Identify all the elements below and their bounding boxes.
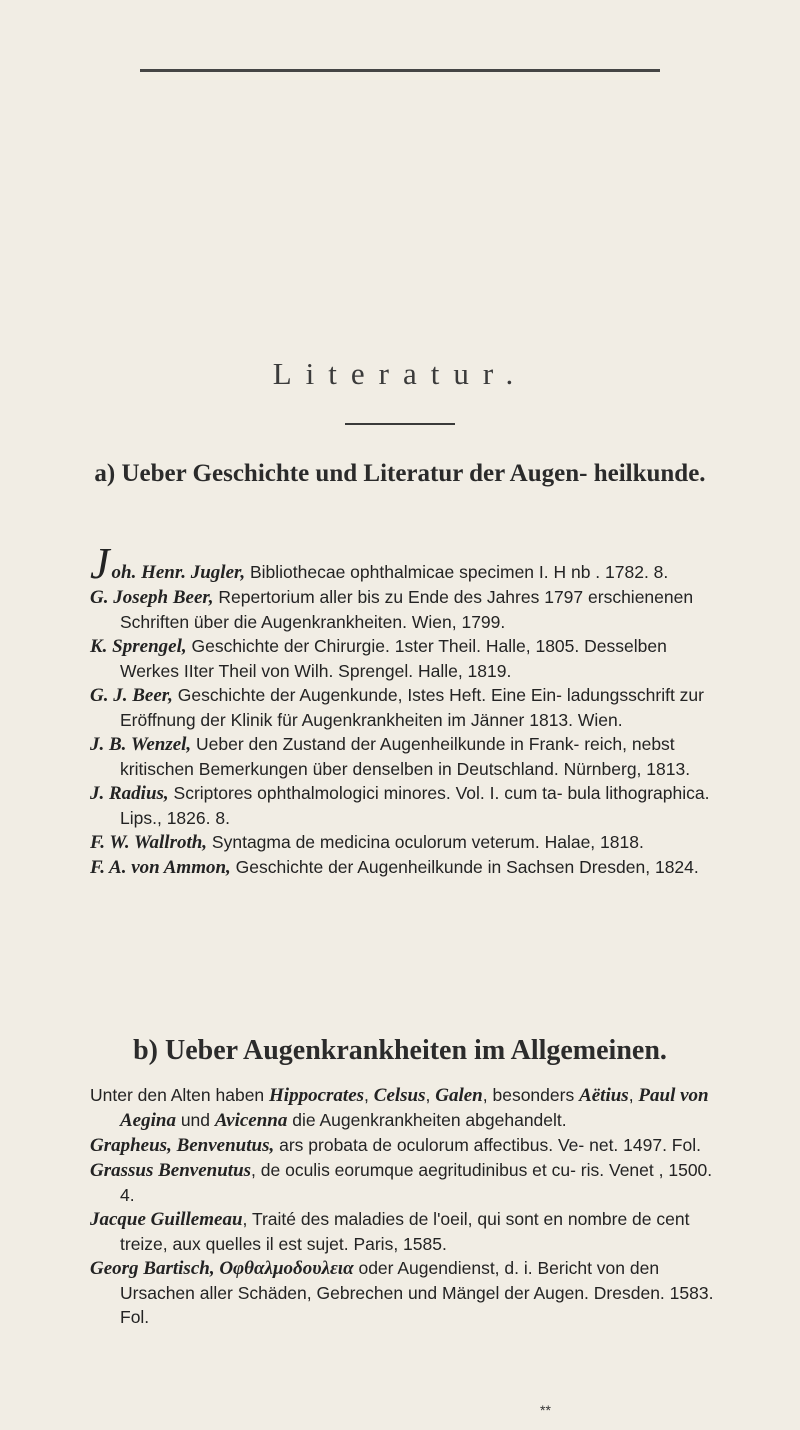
entry-text: und <box>175 1110 215 1130</box>
entry-author: J. B. Wenzel, <box>90 734 192 755</box>
section-b-heading: b) Ueber Augenkrankheiten im Allgemeinen. <box>133 1035 667 1066</box>
entry-author: F. W. Wallroth, <box>90 832 208 853</box>
bibliography-entry <box>90 855 730 880</box>
bibliography-entry <box>90 830 730 855</box>
bibliography-entry <box>90 1158 730 1207</box>
entry-author: Celsus <box>373 1085 426 1106</box>
bibliography-entry <box>90 1207 730 1256</box>
entry-text: Geschichte der Chirurgie. 1ster Theil. Halle, 1805. Desselben Werkes IIter Theil von Wilh. Sprengel. Halle, 1819. <box>120 636 667 681</box>
entry-author: Georg Bartisch, Οφθαλμοδουλεια <box>90 1258 354 1279</box>
entry-text: , <box>425 1085 436 1105</box>
entry-author: Aëtius <box>579 1085 629 1106</box>
bibliography-entry <box>90 634 730 683</box>
bibliography-entry <box>90 683 730 732</box>
entry-text: Repertorium aller bis zu Ende des Jahres 1797 erschienenen Schriften über die Augenkrankheiten. Wien, 1799. <box>120 587 694 632</box>
entry-author: G. Joseph Beer, <box>90 587 214 608</box>
entry-text: Bibliothecae ophthalmicae specimen I. H nb . 1782. 8. <box>245 562 669 582</box>
bibliography-entry <box>90 781 730 830</box>
entry-text: Ueber den Zustand der Augenheilkunde in Frank- reich, nebst kritischen Bemerkungen über denselben in Deutschland. Nürnberg, 1813. <box>120 734 691 779</box>
bibliography-entry <box>90 1083 730 1133</box>
entry-author: F. A. von Ammon, <box>90 857 231 878</box>
bibliography-entry <box>90 1133 730 1158</box>
entry-text: oder Augendienst, d. i. Bericht von den Ursachen aller Schäden, Gebrechen und Mängel der Augen. Dresden. 1583. Fol. <box>120 1258 714 1327</box>
entry-text: Unter den Alten haben <box>90 1085 270 1105</box>
entry-text: , Traité des maladies de l'oeil, qui sont en nombre de cent treize, aux quelles il est sujet. Paris, 1585. <box>120 1209 690 1254</box>
entry-text: , <box>364 1085 374 1105</box>
entry-author: Paul von Aegina <box>120 1085 709 1131</box>
entry-text: ars probata de oculorum affectibus. Ve- net. 1497. Fol. <box>274 1135 701 1155</box>
entry-author: J. Radius, <box>90 783 169 804</box>
bibliography-entry <box>90 732 730 781</box>
entry-text: Geschichte der Augenheilkunde in Sachsen Dresden, 1824. <box>230 857 699 877</box>
top-rule <box>140 69 660 72</box>
section-a-entries <box>90 539 730 880</box>
entry-author: Galen <box>435 1085 483 1106</box>
entry-text: , de oculis eorumque aegritudinibus et cu- ris. Venet , 1500. 4. <box>120 1160 713 1205</box>
signature-mark: ** <box>540 1402 551 1418</box>
entry-author: K. Sprengel, <box>90 636 187 657</box>
entry-text: Geschichte der Augenkunde, Istes Heft. Eine Ein- ladungsschrift zur Eröffnung der Klinik für Augenkrankheiten im Jänner 1813. Wien. <box>120 685 704 730</box>
entry-text: Syntagma de medicina oculorum veterum. Halae, 1818. <box>207 832 644 852</box>
bibliography-entry <box>90 1256 730 1329</box>
entry-text: die Augenkrankheiten abgehandelt. <box>287 1110 567 1130</box>
entry-author: Grassus Benvenutus <box>90 1160 252 1181</box>
entry-text: , besonders <box>482 1085 580 1105</box>
drop-cap: J <box>90 539 110 588</box>
section-b-entries <box>90 1083 730 1329</box>
entry-text: , <box>628 1085 639 1105</box>
entry-author: Avicenna <box>214 1110 288 1131</box>
entry-text: Scriptores ophthalmologici minores. Vol. I. cum ta- bula lithographica. Lips., 1826. 8. <box>120 783 710 828</box>
entry-author: Grapheus, Benvenutus, <box>90 1135 275 1156</box>
entry-author: Hippocrates <box>269 1085 365 1106</box>
page-title: Literatur. <box>272 356 528 391</box>
title-rule <box>345 423 455 425</box>
bibliography-entry <box>90 585 730 634</box>
entry-author: Jacque Guillemeau <box>90 1209 243 1230</box>
entry-author: G. J. Beer, <box>90 685 173 706</box>
entry-author: oh. Henr. Jugler, <box>111 562 246 583</box>
section-a-heading: a) Ueber Geschichte und Literatur der Augen- heilkunde. <box>94 460 706 487</box>
bibliography-entry <box>90 539 730 588</box>
